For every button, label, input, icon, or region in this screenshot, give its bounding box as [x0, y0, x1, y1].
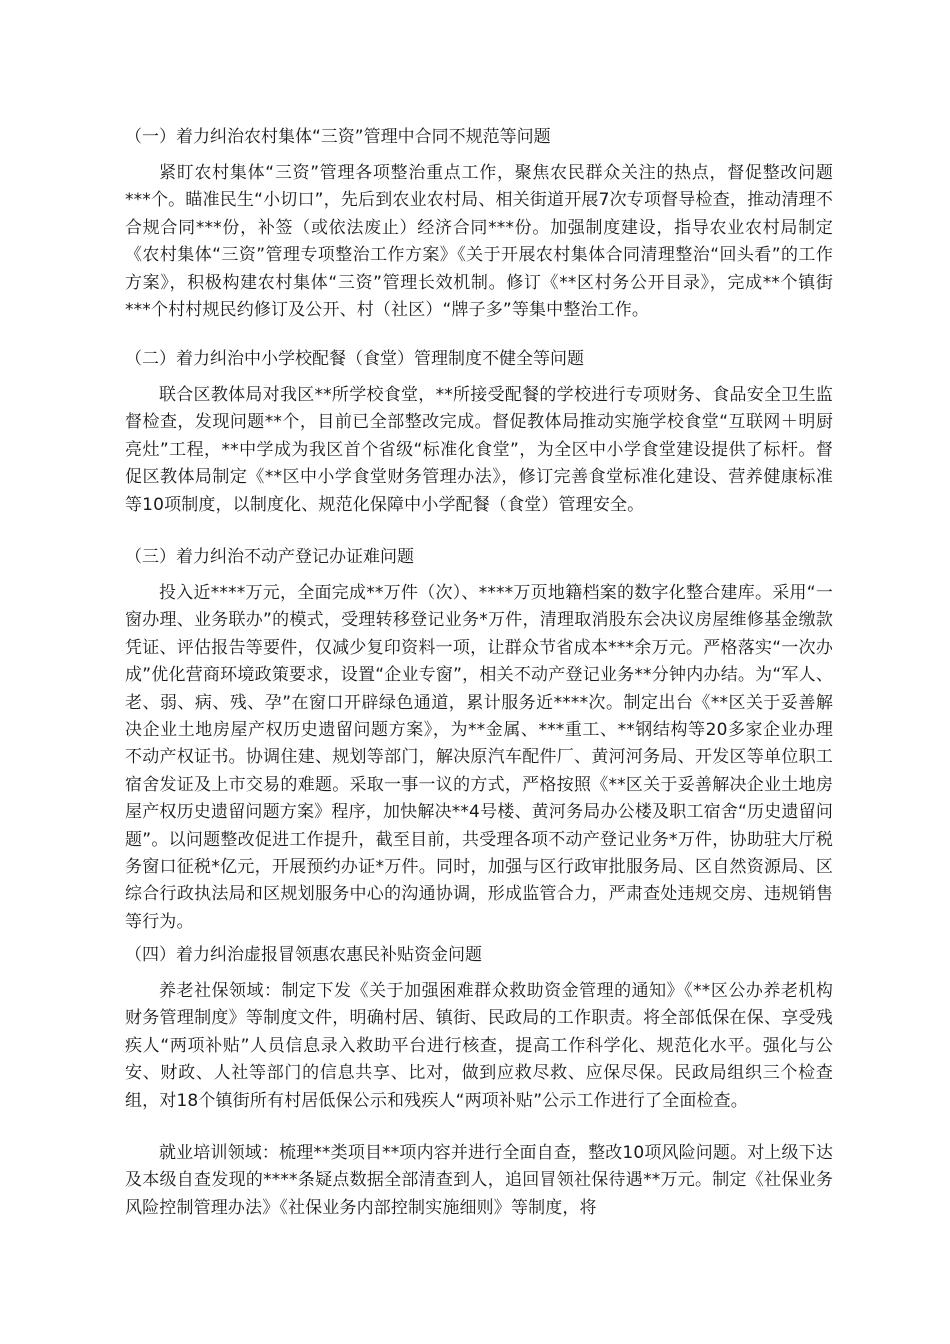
section-1-paragraph-1: 紧盯农村集体“三资”管理各项整治重点工作，聚焦农民群众关注的热点，督促整改问题***个。瞄准民生“小切口”，先后到农业农村局、相关街道开展7次专项督导检查，推动清理不合规合同***份，补签（或依法废止）经济合同***份。加强制度建设，指导农业农村局制定《农村集体“三资”管理专项整治工作方案》《关于开展农村集体合同清理整治“回头看”的工作方案》，积极构建农村集体“三资”管理长效机制。修订《**区村务公开目录》，完成**个镇街***个村村规民约修订及公开、村（社区）“牌子多”等集中整治工作。	[125, 163, 833, 321]
section-2-paragraph-1: 联合区教体局对我区**所学校食堂，**所接受配餐的学校进行专项财务、食品安全卫生监督检查，发现问题**个，目前已全部整改完成。督促教体局推动实施学校食堂“互联网＋明厨亮灶”工程，**中学成为我区首个省级“标准化食堂”，为全区中小学食堂建设提供了标杆。督促区教体局制定《**区中小学食堂财务管理办法》，修订完善食堂标准化建设、营养健康标准等10项制度，以制度化、规范化保障中小学配餐（食堂）管理安全。	[125, 385, 833, 515]
section-2-heading: （二）着力纠治中小学校配餐（食堂）管理制度不健全等问题	[125, 349, 584, 369]
section-3-heading: （三）着力纠治不动产登记办证难问题	[125, 547, 414, 567]
section-4-paragraph-2: 就业培训领域：梳理**类项目**项内容并进行全面自查，整改10项风险问题。对上级下达及本级自查发现的****条疑点数据全部清查到人，追回冒领社保待遇**万元。制定《社保业务风险控制管理办法》《社保业务内部控制实施细则》等制度，将	[125, 1143, 833, 1218]
section-4-heading: （四）着力纠治虚报冒领惠农惠民补贴资金问题	[125, 945, 482, 965]
section-1-heading: （一）着力纠治农村集体“三资”管理中合同不规范等问题	[125, 127, 551, 147]
section-3-paragraph-1: 投入近****万元，全面完成**万件（次）、****万页地籍档案的数字化整合建库。采用“一窗办理、业务联办”的模式，受理转移登记业务*万件，清理取消股东会决议房屋维修基金缴款凭证、评估报告等要件，仅减少复印资料一项，让群众节省成本***余万元。严格落实“一次办成”优化营商环境政策要求，设置“企业专窗”，相关不动产登记业务**分钟内办结。为“军人、老、弱、病、残、孕”在窗口开辟绿色通道，累计服务近****次。制定出台《**区关于妥善解决企业土地房屋产权历史遗留问题方案》，为**金属、***重工、**钢结构等20多家企业办理不动产权证书。协调住建、规划等部门，解决原汽车配件厂、黄河河务局、开发区等单位职工宿舍发证及上市交易的难题。采取一事一议的方式，严格按照《**区关于妥善解决企业土地房屋产权历史遗留问题方案》程序，加快解决**4号楼、黄河务局办公楼及职工宿舍“历史遗留问题”。以问题整改促进工作提升，截至目前，共受理各项不动产登记业务*万件，协助驻大厅税务窗口征税*亿元，开展预约办证*万件。同时，加强与区行政审批服务局、区自然资源局、区综合行政执法局和区规划服务中心的沟通协调，形成监管合力，严肃查处违规交房、违规销售等行为。	[125, 583, 833, 932]
section-4-paragraph-1: 养老社保领域：制定下发《关于加强困难群众救助资金管理的通知》《**区公办养老机构财务管理制度》等制度文件，明确村居、镇街、民政局的工作职责。将全部低保在保、享受残疾人“两项补贴”人员信息录入救助平台进行核查，提高工作科学化、规范化水平。强化与公安、财政、人社等部门的信息共享、比对，做到应救尽救、应保尽保。民政局组织三个检查组，对18个镇街所有村居低保公示和残疾人“两项补贴”公示工作进行了全面检查。	[125, 981, 833, 1111]
